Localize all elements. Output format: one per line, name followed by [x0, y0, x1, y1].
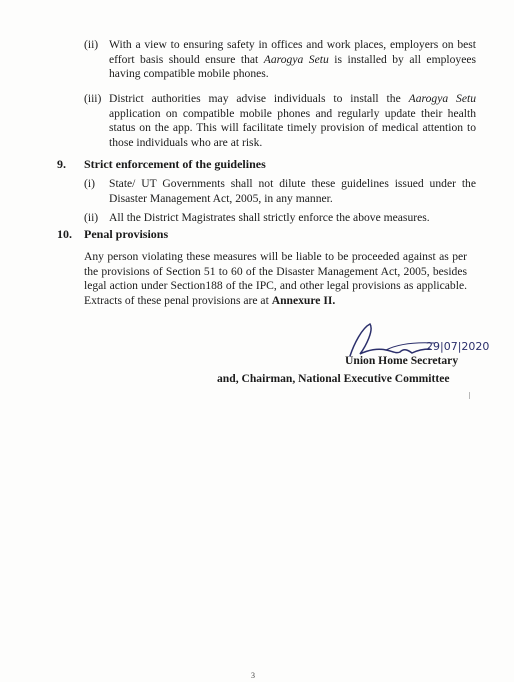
- signature-date: 29|07|2020: [426, 340, 490, 353]
- paragraph-text: Any person violating these measures will be liable to be proceeded against as per the provisions of Section 51 to 60 of the Disaster Management Act, 2005, besides legal action under Section188 of the IPC, and other legal provisions as applicable. Extracts of these penal provisions are at: [84, 250, 467, 307]
- app-name: Aarogya Setu: [263, 52, 329, 66]
- clause-text-part: is installed by all employees having compatible mobile phones.: [109, 52, 477, 81]
- clause-text: [84, 92, 476, 150]
- clause-text-part: application on compatible mobile phones and regularly update their health status on the app. This will facilitate timely provision of medical attention to those individuals who are at risk.: [109, 106, 476, 149]
- clause-number: (i): [84, 177, 95, 190]
- app-name: Aarogya Setu: [408, 92, 477, 105]
- clause-i-state-ut: [84, 177, 476, 206]
- clause-number: (ii): [84, 211, 99, 224]
- penal-provisions-paragraph: [84, 250, 467, 308]
- clause-text-part: District authorities may advise individuals to install the: [109, 92, 409, 105]
- section-title: Strict enforcement of the guidelines: [84, 157, 266, 171]
- clause-ii-magistrates: [84, 211, 476, 226]
- clause-iii-district-authorities: [84, 92, 476, 150]
- page-number: 3: [251, 671, 255, 680]
- signatory-title: Union Home Secretary: [345, 354, 459, 367]
- clause-text-part: With a view to ensuring safety in offices and work places, employers on best effort basis should ensure that: [109, 38, 476, 66]
- signatory-designation: and, Chairman, National Executive Committee: [217, 372, 450, 385]
- section-number: 10.: [57, 227, 72, 241]
- annexure-reference: Annexure II.: [271, 293, 336, 307]
- clause-text: State/ UT Governments shall not dilute these guidelines issued under the Disaster Management Act, 2005, in any manner.: [109, 177, 476, 205]
- clause-number: (ii): [84, 38, 99, 51]
- clause-text: [84, 38, 476, 82]
- scan-mark: [469, 392, 470, 399]
- clause-ii-employers: [84, 38, 476, 82]
- clause-text: All the District Magistrates shall strictly enforce the above measures.: [109, 211, 430, 224]
- section-number: 9.: [57, 157, 66, 171]
- section-title: Penal provisions: [84, 227, 169, 241]
- clause-number: (iii): [84, 92, 102, 105]
